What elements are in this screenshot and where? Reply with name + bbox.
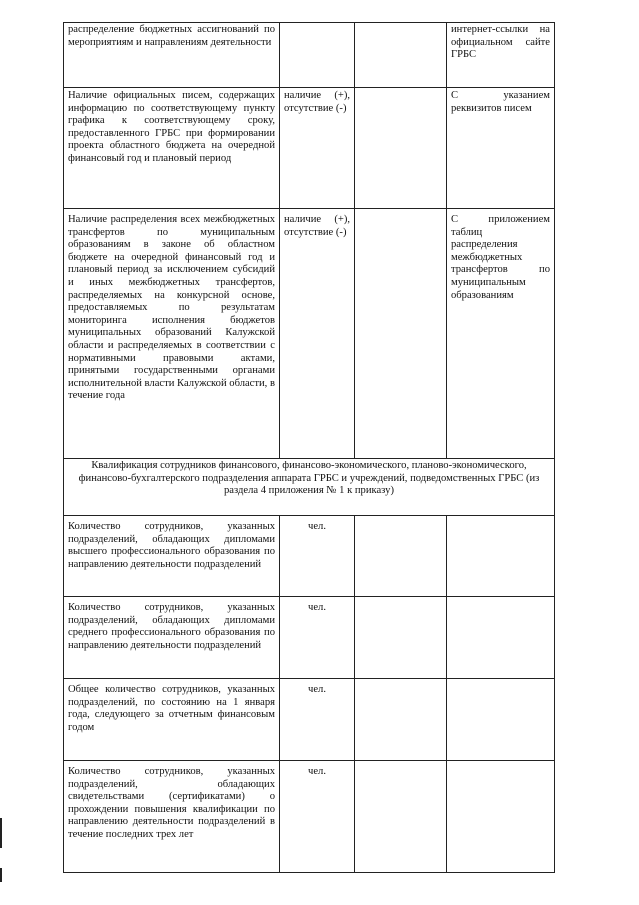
criteria-table bbox=[63, 22, 555, 873]
note-cell: С приложением таблиц распределения межбюджетных трансфертов по муниципальным образованиям bbox=[447, 209, 555, 459]
scan-edge-mark bbox=[0, 818, 2, 848]
table-row bbox=[64, 761, 555, 873]
unit-cell: наличие (+), отсутствие (-) bbox=[280, 88, 355, 209]
indicator-cell: Количество сотрудников, указанных подразделений, обладающих дипломами высшего профессионального образования по направлению деятельности подразделений bbox=[64, 516, 280, 597]
note-cell: С указанием реквизитов писем bbox=[447, 88, 555, 209]
indicator-cell: Наличие официальных писем, содержащих информацию по соответствующему пункту графика к соответствующему сроку, предоставленного ГРБС при формировании проекта областного бюджета на очередной финансовый год и плановый период bbox=[64, 88, 280, 209]
unit-cell bbox=[280, 23, 355, 88]
unit-cell: чел. bbox=[280, 761, 355, 873]
table-row bbox=[64, 597, 555, 679]
value-cell bbox=[355, 209, 447, 459]
indicator-cell: распределение бюджетных ассигнований по мероприятиям и направлениям деятельности bbox=[64, 23, 280, 88]
note-cell bbox=[447, 597, 555, 679]
unit-cell: чел. bbox=[280, 679, 355, 761]
indicator-cell: Общее количество сотрудников, указанных подразделений, по состоянию на 1 января года, следующего за отчетным финансовым годом bbox=[64, 679, 280, 761]
table-row bbox=[64, 516, 555, 597]
value-cell bbox=[355, 761, 447, 873]
unit-cell: чел. bbox=[280, 597, 355, 679]
note-cell bbox=[447, 516, 555, 597]
table-row bbox=[64, 209, 555, 459]
unit-cell: наличие (+), отсутствие (-) bbox=[280, 209, 355, 459]
note-cell bbox=[447, 679, 555, 761]
table-row bbox=[64, 88, 555, 209]
scan-edge-mark bbox=[0, 868, 2, 882]
indicator-cell: Количество сотрудников, указанных подразделений, обладающих свидетельствами (сертификатами) о прохождении повышения квалификации по направлению деятельности подразделений в течение последних трех лет bbox=[64, 761, 280, 873]
value-cell bbox=[355, 23, 447, 88]
section-heading: Квалификация сотрудников финансового, финансово-экономического, планово-экономического, финансово-бухгалтерского подразделения аппарата ГРБС и учреждений, подведомственных ГРБС (из раздела 4 приложения № 1 к приказу) bbox=[64, 459, 555, 516]
value-cell bbox=[355, 88, 447, 209]
indicator-cell: Наличие распределения всех межбюджетных трансфертов по муниципальным образованиям в законе об областном бюджете на очередной финансовый год и плановый период за исключением субсидий и иных межбюджетных трансфертов, распределяемых на конкурсной основе, предоставляемых по результатам мониторинга исполнения бюджетов муниципальных образований Калужской области и распределяемых в соответствии с нормативными правовыми актами, принятыми государственными органами исполнительной власти Калужской области, в течение года bbox=[64, 209, 280, 459]
indicator-cell: Количество сотрудников, указанных подразделений, обладающих дипломами среднего профессионального образования по направлению деятельности подразделений bbox=[64, 597, 280, 679]
section-row bbox=[64, 459, 555, 516]
table-row bbox=[64, 23, 555, 88]
note-cell: интернет-ссылки на официальном сайте ГРБС bbox=[447, 23, 555, 88]
value-cell bbox=[355, 597, 447, 679]
table-row bbox=[64, 679, 555, 761]
value-cell bbox=[355, 516, 447, 597]
note-cell bbox=[447, 761, 555, 873]
value-cell bbox=[355, 679, 447, 761]
unit-cell: чел. bbox=[280, 516, 355, 597]
